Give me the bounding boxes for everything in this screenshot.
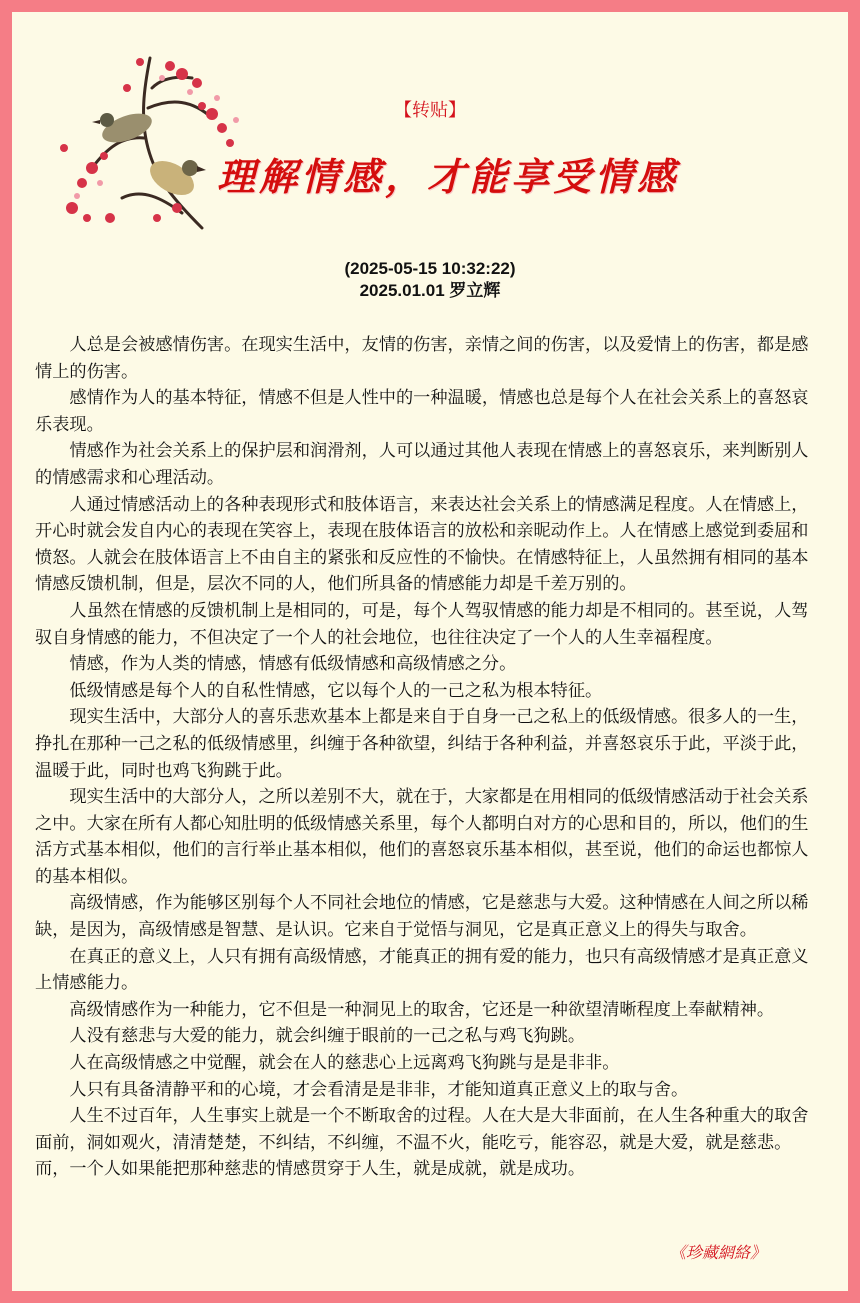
paragraph: 情感，作为人类的情感，情感有低级情感和高级情感之分。 xyxy=(69,654,517,675)
author-byline: 2025.01.01 罗立辉 xyxy=(359,281,501,300)
repost-tag: 【转贴】 xyxy=(394,100,466,121)
paragraph: 现实生活中的大部分人，之所以差别不大，就在于，大家都是在用相同的低级情感活动于社会关系之中。大家在所有人都心知肚明的低级情感关系里，每个人都明白对方的心思和目的，所以，他们的生活方式基本相似，他们的言行举止基本相似，他们的喜怒哀乐基本相似，甚至说，他们的命运也都惊人的基本相似。 xyxy=(35,787,809,887)
plum-blossom-birds-illustration xyxy=(52,48,252,238)
paragraph: 人没有慈悲与大爱的能力，就会纠缠于眼前的一己之私与鸡飞狗跳。 xyxy=(69,1026,586,1047)
article-title: 理解情感，才能享受情感 xyxy=(217,154,680,199)
page-frame xyxy=(12,12,848,1291)
paragraph: 人在高级情感之中觉醒，就会在人的慈悲心上远离鸡飞狗跳与是是非非。 xyxy=(69,1053,620,1074)
paragraph: 人通过情感活动上的各种表现形式和肢体语言，来表达社会关系上的情感满足程度。人在情感上，开心时就会发自内心的表现在笑容上，表现在肢体语言的放松和亲昵动作上。人在情感上感觉到委屈和愤怒。人就会在肢体语言上不由自主的紧张和反应性的不愉快。在情感特征上，人虽然拥有相同的基本情感反馈机制，但是，层次不同的人，他们所具备的情感能力却是千差万别的。 xyxy=(35,494,809,595)
paragraph: 现实生活中，大部分人的喜乐悲欢基本上都是来自于自身一己之私上的低级情感。很多人的一生，挣扎在那种一己之私的低级情感里，纠缠于各种欲望，纠结于各种利益，并喜怒哀乐于此，平淡于此，温暖于此，同时也鸡飞狗跳于此。 xyxy=(35,707,809,781)
article-meta xyxy=(12,258,848,302)
post-timestamp: (2025-05-15 10:32:22) xyxy=(344,259,516,278)
paragraph: 高级情感作为一种能力，它不但是一种洞见上的取舍，它还是一种欲望清晰程度上奉献精神。 xyxy=(69,999,775,1020)
paragraph: 低级情感是每个人的自私性情感，它以每个人的一己之私为根本特征。 xyxy=(69,680,603,701)
paragraph: 人总是会被感情伤害。在现实生活中，友情的伤害，亲情之间的伤害，以及爱情上的伤害，都是感情上的伤害。 xyxy=(35,335,809,382)
paragraph: 人只有具备清静平和的心境，才会看清是是非非，才能知道真正意义上的取与舍。 xyxy=(69,1079,689,1100)
paragraph: 在真正的意义上，人只有拥有高级情感，才能真正的拥有爱的能力，也只有高级情感才是真正意义上情感能力。 xyxy=(35,946,809,994)
paragraph: 感情作为人的基本特征，情感不但是人性中的一种温暖，情感也总是每个人在社会关系上的喜怒哀乐表现。 xyxy=(35,388,809,435)
paragraph: 情感作为社会关系上的保护层和润滑剂，人可以通过其他人表现在情感上的喜怒哀乐，来判断别人的情感需求和心理活动。 xyxy=(35,441,809,488)
article-body xyxy=(35,332,825,1183)
paragraph: 人生不过百年，人生事实上就是一个不断取舍的过程。人在大是大非面前，在人生各种重大的取舍面前，洞如观火，清清楚楚，不纠结，不纠缠，不温不火，能吃亏，能容忍，就是大爱，就是慈悲。而，一个人如果能把那种慈悲的情感贯穿于人生，就是成就，就是成功。 xyxy=(35,1106,809,1180)
paragraph: 人虽然在情感的反馈机制上是相同的，可是，每个人驾驭情感的能力却是不相同的。甚至说，人驾驭自身情感的能力，不但决定了一个人的社会地位，也往往决定了一个人的人生幸福程度。 xyxy=(35,600,809,648)
paragraph: 高级情感，作为能够区别每个人不同社会地位的情感，它是慈悲与大爱。这种情感在人间之所以稀缺，是因为，高级情感是智慧、是认识。它来自于觉悟与洞见，它是真正意义上的得失与取舍。 xyxy=(35,893,809,941)
source-signature: 《珍藏網絡》 xyxy=(669,1243,766,1262)
